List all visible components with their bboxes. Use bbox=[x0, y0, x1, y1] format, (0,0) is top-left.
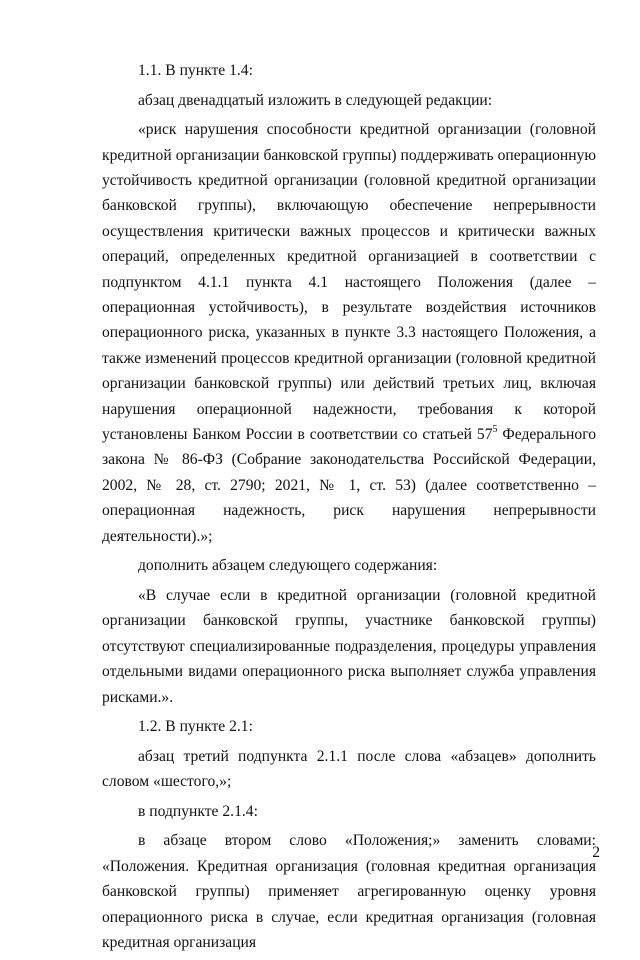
paragraph-1-2 bbox=[102, 714, 596, 739]
paragraph-2-1-4 bbox=[102, 799, 596, 824]
paragraph-text: 1.2. В пункте 2.1: bbox=[138, 718, 253, 736]
paragraph-special-units bbox=[102, 583, 596, 710]
paragraph-text: дополнить абзацем следующего содержания: bbox=[138, 557, 438, 575]
paragraph-replace-words bbox=[102, 828, 596, 955]
paragraph-add-abzac bbox=[102, 553, 596, 578]
paragraph-1-1 bbox=[102, 58, 596, 83]
paragraph-text: «риск нарушения способности кредитной организации (головной кредитной организации банковской группы) поддерживать операционную устойчивость кредитной организации (головной кредитной организации банковской группы), включающую обеспечение непрерывности осуществления критически важных процессов и критически важных операций, определенных кредитной организацией в соответствии с подпунктом 4.1.1 пункта 4.1 настоящего Положения (далее – операционная устойчивость), в результате воздействия источников операционного риска, указанных в пункте 3.3 настоящего Положения, а также изменений процессов кредитной организации (головной кредитной организации банковской группы) или действий третьих лиц, включая нарушения операционной надежности, требования к которой установлены Банком России в соответствии со статьей 57 bbox=[102, 121, 596, 444]
paragraph-text: абзац двенадцатый изложить в следующей редакции: bbox=[138, 91, 493, 109]
superscript-5: 5 bbox=[492, 423, 498, 435]
paragraph-text: 1.1. В пункте 1.4: bbox=[138, 62, 253, 79]
paragraph-text: в подпункте 2.1.4: bbox=[138, 802, 258, 820]
paragraph-text: в абзаце втором слово «Положения;» заменить словами: «Положения. Кредитная организация (головная кредитная организация банковской группы) применяет агрегированную оценку уровня операционного риска в случае, если кредитная организация (головная кредитная организация bbox=[102, 832, 596, 951]
paragraph-text: «В случае если в кредитной организации (головной кредитной организации банковской группы, участнике банковской группы) отсутствуют специализированные подразделения, процедуры управления отдельными видами операционного риска выполняет служба управления рисками.». bbox=[102, 586, 596, 706]
document-body bbox=[102, 58, 596, 960]
paragraph-risk-definition bbox=[102, 117, 596, 549]
paragraph-abzac-12 bbox=[102, 88, 596, 113]
paragraph-text: абзац третий подпункта 2.1.1 после слова «абзацев» дополнить словом «шестого,»; bbox=[102, 747, 596, 791]
page-number: 2 bbox=[592, 844, 600, 861]
paragraph-text: Федерального закона № 86-ФЗ (Собрание законодательства Российской Федерации, 2002, № 28, ст. 2790; 2021, № 1, ст. 53) (далее соответственно – операционная надежность, риск нарушения непрерывности деятельности).»; bbox=[102, 426, 596, 545]
paragraph-abzac-3 bbox=[102, 744, 596, 795]
